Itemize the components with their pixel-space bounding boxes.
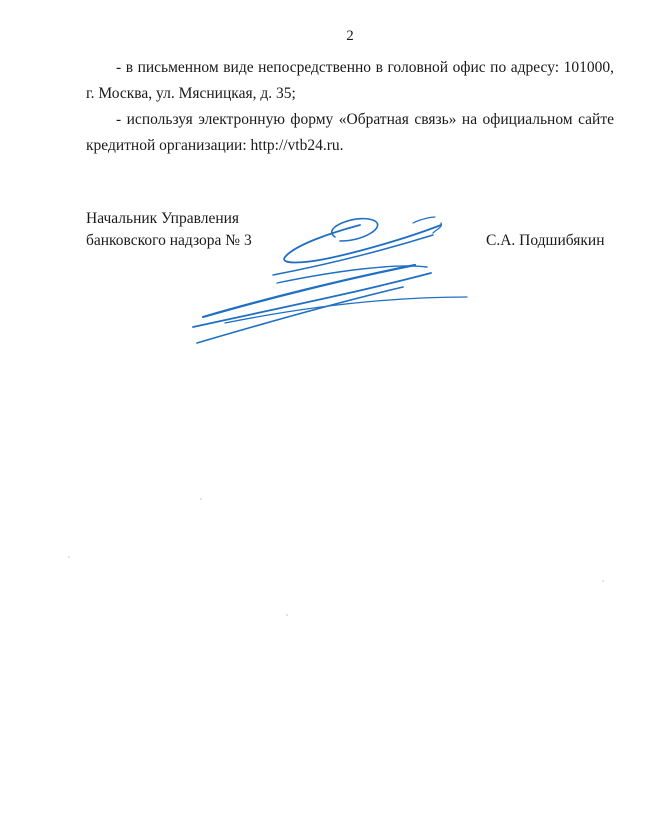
scan-speck	[602, 580, 604, 582]
signatory-title-line-2: банковского надзора № 3	[86, 232, 252, 249]
signatory-title-line-1: Начальник Управления	[86, 210, 240, 227]
paragraph-feedback-form: - используя электронную форму «Обратная связь» на официальном сайте кредитной организации: http://vtb24.ru.	[86, 111, 614, 154]
signatory-name: С.А. Подшибякин	[486, 232, 605, 249]
handwritten-signature	[185, 205, 475, 350]
scan-speck	[286, 614, 288, 616]
page-number: 2	[346, 28, 354, 44]
scan-speck	[200, 498, 202, 500]
paragraph-postal-address: - в письменном виде непосредственно в головной офис по адресу: 101000, г. Москва, ул. Мясницкая, д. 35;	[86, 59, 614, 102]
scan-speck	[68, 556, 70, 558]
